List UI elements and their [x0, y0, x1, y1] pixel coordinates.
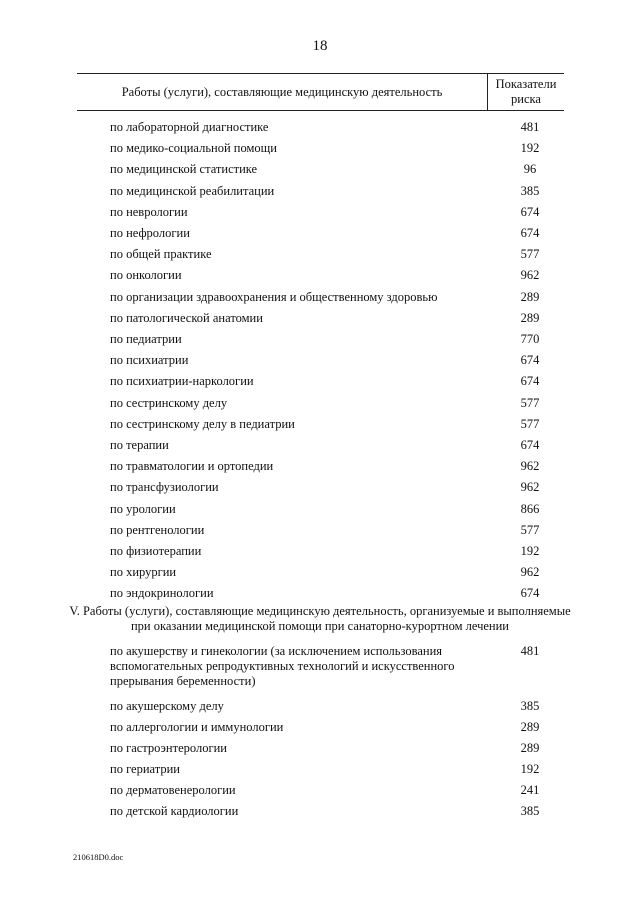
row-risk-value: 770 — [520, 332, 540, 346]
row-work-name: по гастроэнтерологии — [110, 741, 227, 755]
row-work-name: по сестринскому делу — [110, 395, 228, 410]
row-work-name: по терапии — [110, 438, 169, 452]
row-risk-value: 577 — [520, 416, 540, 431]
row-risk-value: 289 — [520, 310, 540, 325]
row-risk-value: 577 — [520, 247, 540, 262]
row-risk-value: 241 — [520, 783, 540, 797]
row-work-name: по эндокринологии — [110, 586, 214, 601]
row-risk-value: 962 — [520, 459, 540, 474]
row-work-name: по медико-социальной помощи — [110, 141, 277, 156]
row-work-name: по аллергологии и иммунологии — [110, 720, 284, 734]
row-risk-value: 674 — [520, 353, 540, 368]
header-risk-column: Показатели риска — [495, 77, 557, 106]
row-work-name: по педиатрии — [110, 332, 182, 346]
row-risk-value: 385 — [520, 699, 540, 713]
row-risk-value: 674 — [520, 204, 540, 219]
row-risk-value: 385 — [520, 804, 540, 818]
row-risk-value: 289 — [520, 289, 540, 304]
row-risk-value: 674 — [520, 226, 540, 240]
row-risk-value: 577 — [520, 395, 540, 410]
row-risk-value: 962 — [520, 565, 540, 580]
row-work-name: по общей практике — [110, 247, 212, 262]
row-risk-value: 866 — [520, 501, 540, 516]
row-risk-value: 96 — [523, 162, 537, 177]
row-work-name: по дерматовенерологии — [110, 783, 236, 797]
row-risk-value: 481 — [520, 644, 540, 658]
row-risk-value: 289 — [520, 720, 540, 734]
row-work-name: по акушерскому делу — [110, 699, 224, 713]
row-work-name: по физиотерапии — [110, 544, 202, 558]
row-work-name: по неврологии — [110, 204, 188, 219]
row-work-name: по медицинской статистике — [110, 162, 258, 177]
row-risk-value: 962 — [520, 268, 540, 283]
row-work-name: по трансфузиологии — [110, 480, 219, 495]
row-work-name: по сестринскому делу в педиатрии — [110, 416, 295, 431]
page-number: 18 — [312, 38, 328, 54]
table-header — [77, 73, 564, 111]
row-risk-value: 289 — [520, 741, 540, 755]
row-work-name: по лабораторной диагностике — [110, 120, 269, 134]
row-work-name: по хирургии — [110, 565, 177, 580]
row-risk-value: 674 — [520, 586, 540, 601]
section-title: V. Работы (услуги), составляющие медицинскую деятельность, организуемые и выполняемые при оказании медицинской помощи при санаторно-курортном лечении — [69, 604, 571, 633]
row-work-name: по организации здравоохранения и общественному здоровью — [110, 289, 438, 304]
row-risk-value: 674 — [520, 374, 540, 389]
row-work-name: по урологии — [110, 501, 176, 516]
row-risk-value: 674 — [520, 438, 540, 452]
row-work-name: по нефрологии — [110, 226, 190, 240]
row-risk-value: 481 — [520, 120, 540, 134]
row-risk-value: 577 — [520, 522, 540, 537]
row-work-name: по психиатрии — [110, 353, 189, 368]
header-work-column: Работы (услуги), составляющие медицинскую деятельность — [121, 84, 443, 99]
row-risk-value: 962 — [520, 480, 540, 495]
row-risk-value: 385 — [520, 183, 540, 198]
row-work-name: по гериатрии — [110, 762, 180, 776]
row-work-name: по травматологии и ортопедии — [110, 459, 274, 474]
row-work-name: по патологической анатомии — [110, 310, 263, 325]
row-work-name: по психиатрии-наркологии — [110, 374, 254, 389]
row-risk-value: 192 — [520, 762, 540, 776]
row-work-name: по акушерству и гинекологии (за исключением использования вспомогательных репродуктивных технологий и искусственного прерывания беременности) — [110, 644, 455, 688]
row-work-name: по рентгенологии — [110, 522, 205, 537]
footer-document-code: 210618D0.doc — [73, 852, 124, 862]
row-risk-value: 192 — [520, 544, 540, 558]
row-work-name: по медицинской реабилитации — [110, 183, 275, 198]
row-work-name: по онкологии — [110, 268, 182, 283]
row-risk-value: 192 — [520, 141, 540, 156]
row-work-name: по детской кардиологии — [110, 804, 239, 818]
